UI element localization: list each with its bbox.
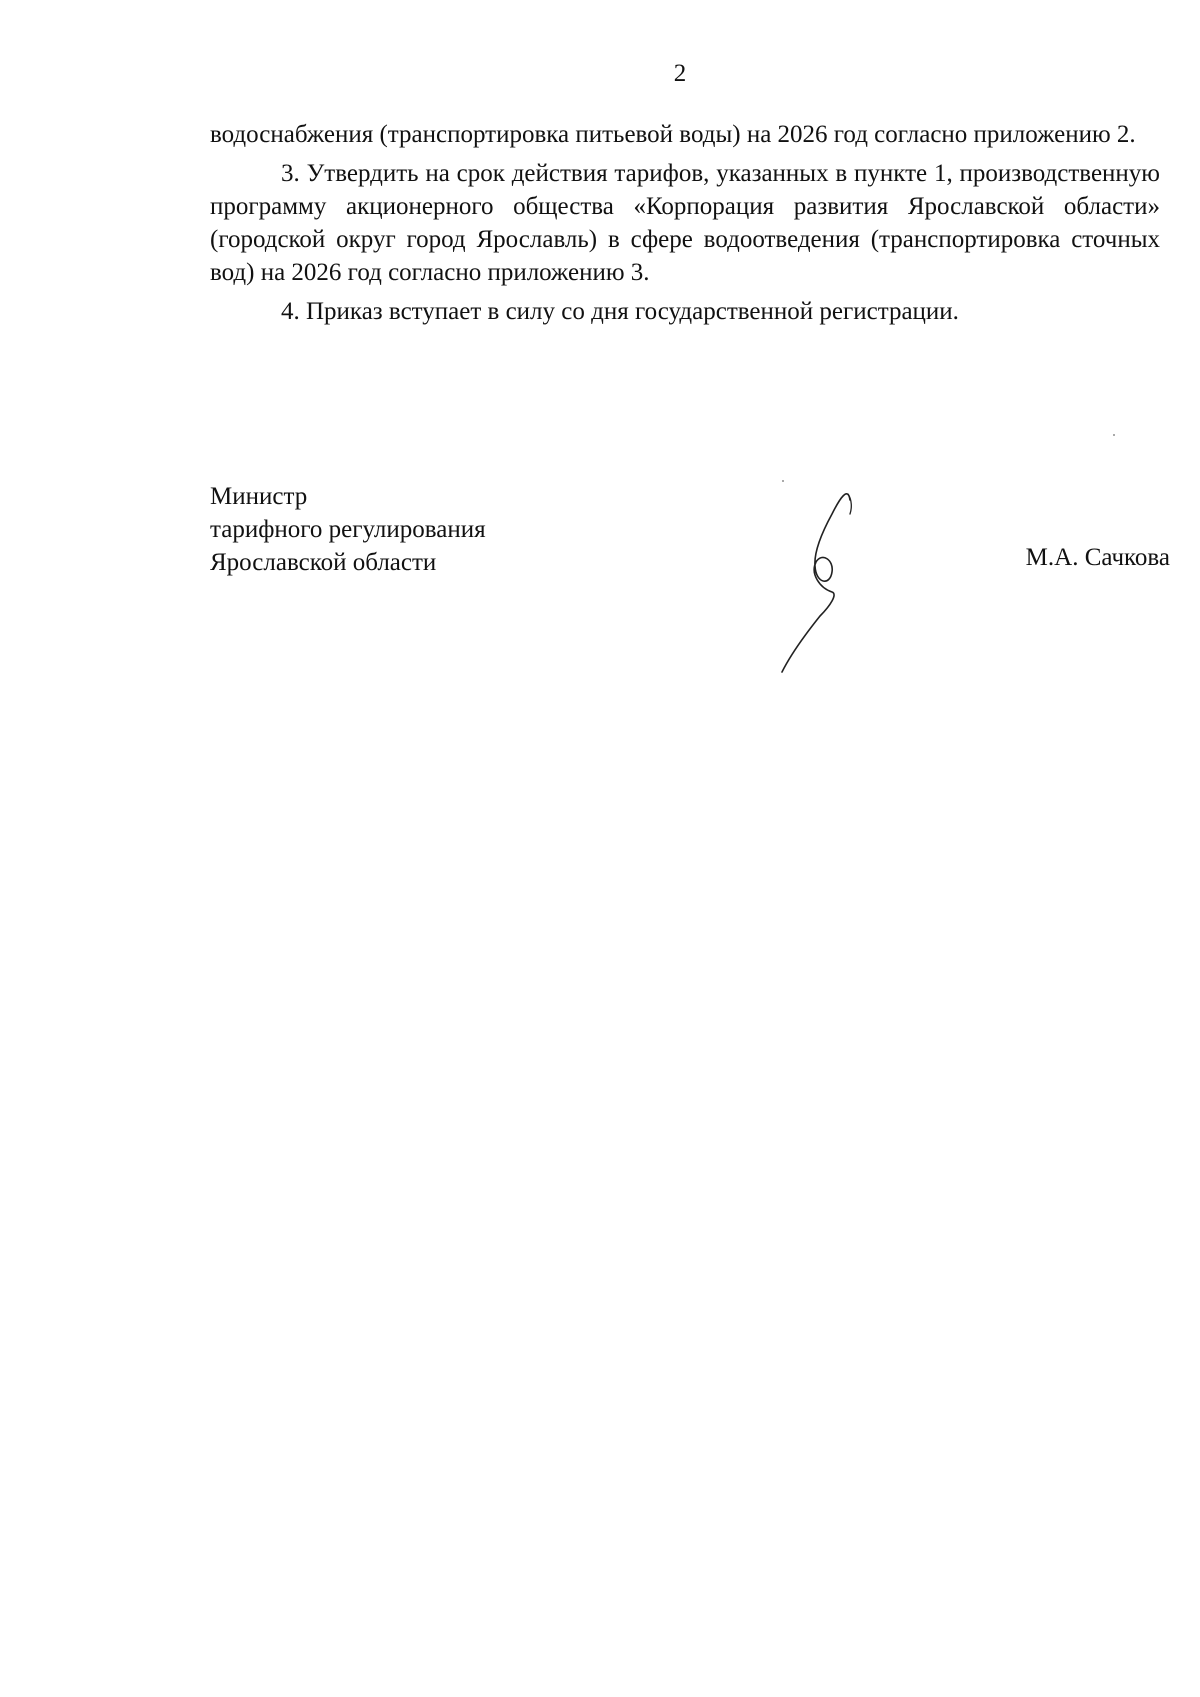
scan-speck (1113, 434, 1115, 436)
signer-name: М.А. Сачкова (1025, 544, 1170, 571)
paragraph-item-3: 3. Утвердить на срок действия тарифов, указанных в пункте 1, производственную программу акционерного общества «Корпорация развития Ярославской области» (городской округ город Ярославль) в сфере водоотведения (транспортировка сточных вод) на 2026 год согласно приложению 3. (210, 160, 1160, 286)
signatory-title-line-3: Ярославской области (210, 549, 437, 576)
paragraph-item-4: 4. Приказ вступает в силу со дня государственной регистрации. (281, 298, 959, 325)
paragraph-continuation: водоснабжения (транспортировка питьевой воды) на 2026 год согласно приложению 2. (210, 121, 1136, 148)
signatory-title-line-1: Министр (210, 483, 308, 510)
page-number: 2 (673, 60, 687, 87)
handwritten-signature-icon (760, 470, 880, 675)
signatory-title-line-2: тарифного регулирования (210, 516, 486, 543)
document-body (210, 118, 1160, 334)
signatory-title (210, 480, 486, 579)
scan-speck (782, 480, 784, 482)
